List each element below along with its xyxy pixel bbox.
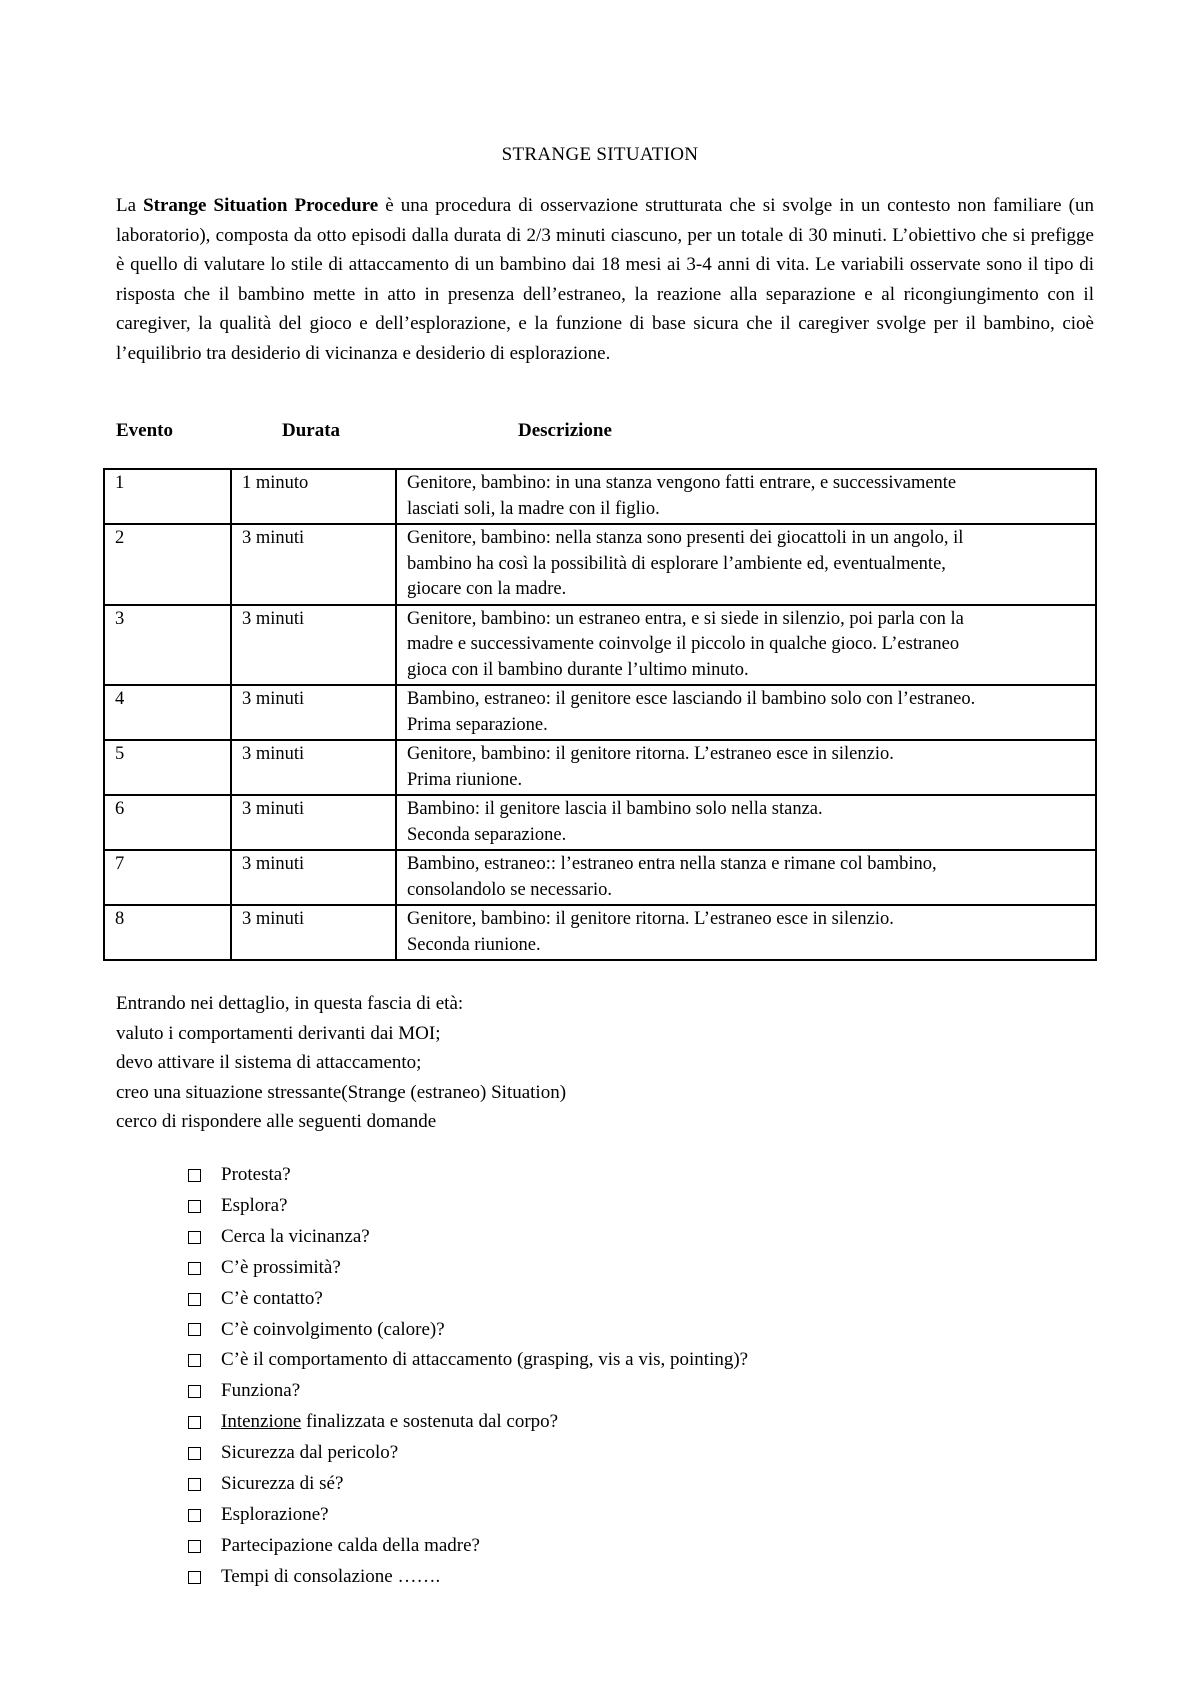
header-descrizione: Descrizione [518,420,612,441]
cell-evento: 7 [104,850,231,905]
cell-evento: 2 [104,524,231,605]
table-row [104,469,1096,524]
cell-evento: 3 [104,605,231,686]
cell-descrizione [396,740,1096,795]
cell-descrizione [396,795,1096,850]
checkbox-bullet-icon [188,1540,201,1553]
question-item [188,1531,1088,1562]
checkbox-bullet-icon [188,1262,201,1275]
description-line: Bambino, estraneo: il genitore esce lasciando il bambino solo con l’estraneo. [407,689,976,709]
header-evento: Evento [116,420,173,441]
description-line: lasciati soli, la madre con il figlio. [407,498,660,519]
question-item [188,1284,1088,1315]
question-text: Esplorazione? [221,1503,329,1525]
description-line: Genitore, bambino: nella stanza sono presenti dei giocattoli in un angolo, il [407,528,964,548]
table-row [104,850,1096,905]
description-line: bambino ha così la possibilità di esplorare l’ambiente ed, eventualmente, [407,553,946,574]
intro-paragraph [116,191,1094,369]
cell-evento: 6 [104,795,231,850]
description-line: Seconda separazione. [407,824,567,845]
cell-evento: 8 [104,905,231,960]
table-row [104,795,1096,850]
cell-evento: 4 [104,685,231,740]
events-table [103,468,1097,961]
question-item [188,1407,1088,1438]
table-row [104,685,1096,740]
description-line: Bambino: il genitore lascia il bambino solo nella stanza. [407,799,823,819]
cell-durata: 3 minuti [231,605,396,686]
cell-durata: 3 minuti [231,850,396,905]
detail-line: cerco di rispondere alle seguenti domande [116,1111,437,1133]
checkbox-bullet-icon [188,1293,201,1306]
page-title: STRANGE SITUATION [501,144,699,165]
questions-list [188,1160,1088,1593]
description-line: Prima riunione. [407,769,523,790]
question-item [188,1315,1088,1346]
cell-descrizione [396,605,1096,686]
detail-line: Entrando nei dettaglio, in questa fascia di età: [116,993,464,1014]
table-row [104,905,1096,960]
description-line: Genitore, bambino: un estraneo entra, e si siede in silenzio, poi parla con la [407,608,964,629]
checkbox-bullet-icon [188,1200,201,1213]
question-text: Protesta? [221,1164,291,1185]
question-text: Partecipazione calda della madre? [221,1534,480,1556]
description-line: Genitore, bambino: il genitore ritorna. L’estraneo esce in silenzio. [407,744,894,764]
description-line: madre e successivamente coinvolge il piccolo in qualche gioco. L’estraneo [407,634,960,654]
description-line: Genitore, bambino: il genitore ritorna. L’estraneo esce in silenzio. [407,909,894,929]
table-row [104,524,1096,605]
checkbox-bullet-icon [188,1231,201,1244]
checkbox-bullet-icon [188,1447,201,1460]
question-text: C’è contatto? [221,1287,323,1309]
cell-durata: 1 minuto [231,469,396,524]
checkbox-bullet-icon [188,1169,201,1182]
question-text: C’è coinvolgimento (calore)? [221,1318,445,1340]
checkbox-bullet-icon [188,1571,201,1584]
table-row [104,605,1096,686]
detail-line: creo una situazione stressante(Strange (estraneo) Situation) [116,1081,567,1103]
description-line: consolandolo se necessario. [407,879,612,900]
cell-evento: 5 [104,740,231,795]
question-item [188,1345,1088,1376]
checkbox-bullet-icon [188,1509,201,1522]
cell-durata: 3 minuti [231,740,396,795]
checkbox-bullet-icon [188,1323,201,1336]
cell-descrizione [396,685,1096,740]
detail-section [116,989,1016,1137]
question-text: Funziona? [221,1380,301,1402]
question-item [188,1376,1088,1407]
detail-line: devo attivare il sistema di attaccamento; [116,1052,422,1074]
cell-durata: 3 minuti [231,905,396,960]
question-item [188,1562,1088,1593]
underlined-word: Intenzione [221,1411,302,1433]
description-line: Genitore, bambino: in una stanza vengono fatti entrare, e successivamente [407,473,957,493]
checkbox-bullet-icon [188,1478,201,1491]
question-text-rest: finalizzata e sostenuta dal corpo? [301,1411,559,1433]
question-item [188,1253,1088,1284]
intro-text: è una procedura di osservazione strutturata che si svolge in un contesto non familiare (un laboratorio), composta da otto episodi dalla durata di 2/3 minuti ciascuno, per un totale di 30 minuti. L’obiettivo che si prefigge è quello di valutare lo stile di attaccamento di un bambino dai 18 mesi ai 3-4 anni di vita. Le variabili osservate sono il tipo di risposta che il bambino mette in atto in presenza dell’estraneo, la reazione alla separazione e al ricongiungimento con il caregiver, la qualità del gioco e dell’esplorazione, e la funzione di base sicura che il caregiver svolge per il bambino, cioè l’equilibrio tra desiderio di vicinanza e desiderio di esplorazione. [116,195,1094,364]
intro-lead: La [116,195,144,216]
checkbox-bullet-icon [188,1416,201,1429]
question-text: Cerca la vicinanza? [221,1225,370,1247]
cell-evento: 1 [104,469,231,524]
question-item [188,1438,1088,1469]
question-text: Sicurezza dal pericolo? [221,1442,399,1464]
description-line: Seconda riunione. [407,934,541,955]
question-text: C’è prossimità? [221,1256,341,1278]
question-text: Sicurezza di sé? [221,1473,344,1495]
cell-descrizione [396,524,1096,605]
question-item [188,1469,1088,1500]
table-row [104,740,1096,795]
description-line: giocare con la madre. [407,579,567,599]
cell-descrizione [396,905,1096,960]
question-item [188,1500,1088,1531]
question-text [221,1407,558,1438]
cell-durata: 3 minuti [231,524,396,605]
detail-line: valuto i comportamenti derivanti dai MOI; [116,1022,441,1044]
question-item [188,1222,1088,1253]
description-line: Prima separazione. [407,714,548,735]
question-item [188,1160,1088,1191]
cell-durata: 3 minuti [231,795,396,850]
checkbox-bullet-icon [188,1354,201,1367]
question-text: Tempi di consolazione ……. [221,1565,441,1587]
description-line: Bambino, estraneo:: l’estraneo entra nella stanza e rimane col bambino, [407,854,937,874]
cell-durata: 3 minuti [231,685,396,740]
description-line: gioca con il bambino durante l’ultimo minuto. [407,659,749,680]
intro-bold-term: Strange Situation Procedure [143,195,379,216]
header-durata: Durata [282,420,341,441]
checkbox-bullet-icon [188,1385,201,1398]
cell-descrizione [396,469,1096,524]
cell-descrizione [396,850,1096,905]
question-text: Esplora? [221,1194,288,1216]
question-item [188,1191,1088,1222]
question-text: C’è il comportamento di attaccamento (grasping, vis a vis, pointing)? [221,1349,749,1371]
